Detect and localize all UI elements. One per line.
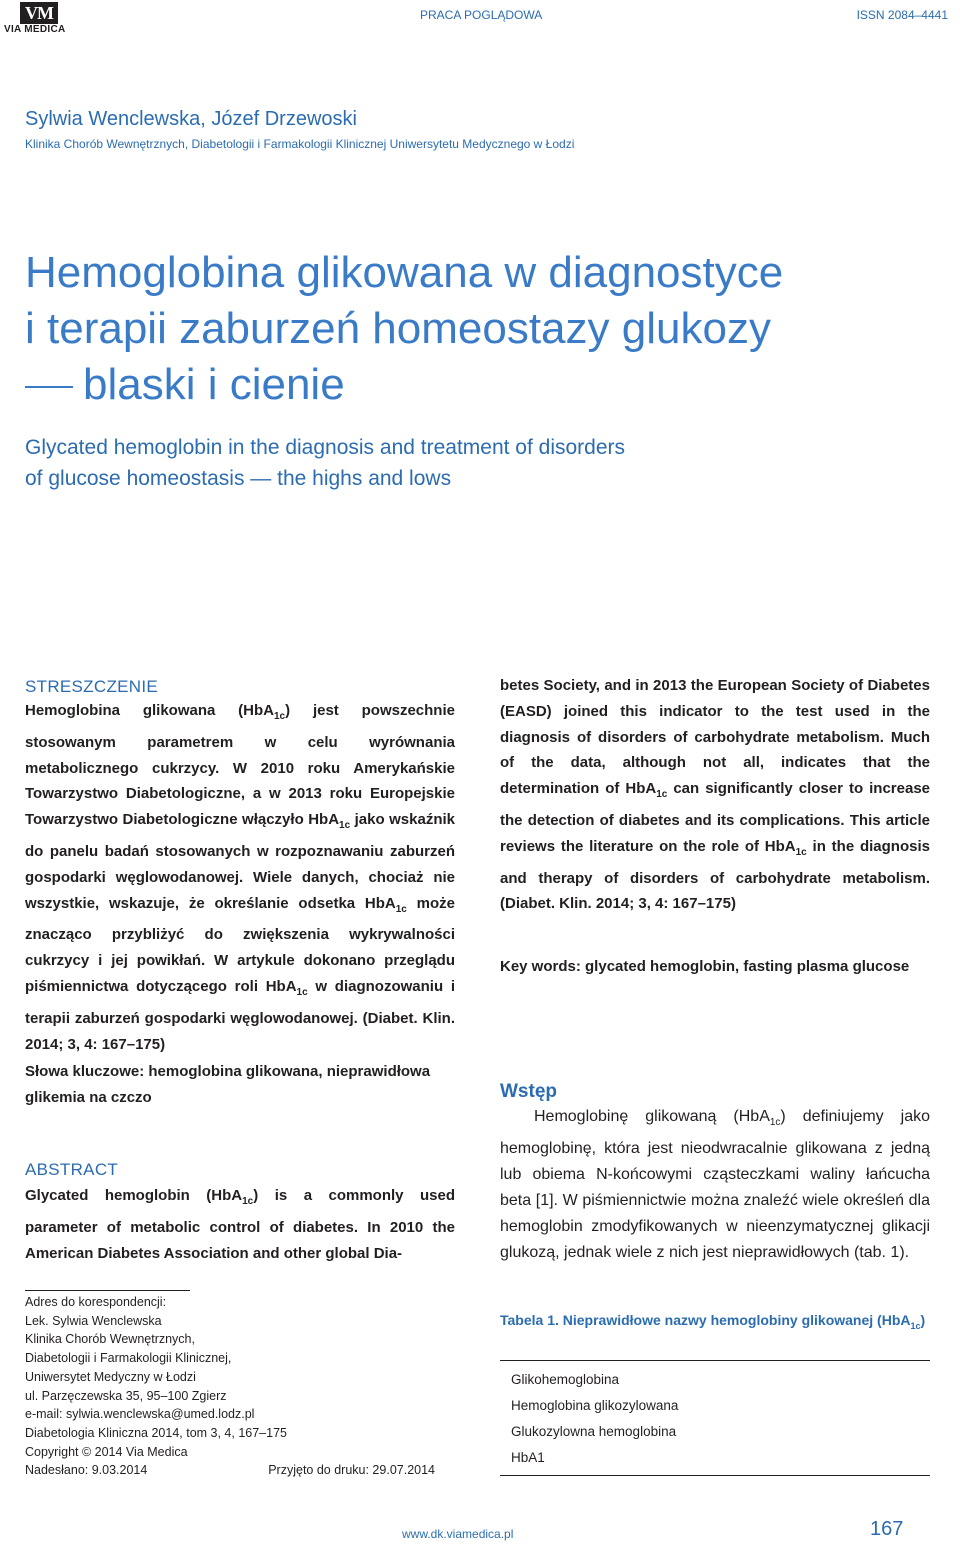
title-line-3-text: blaski i cienie — [83, 360, 345, 409]
journal-url[interactable]: www.dk.viamedica.pl — [402, 1527, 514, 1541]
title-line-2: i terapii zaburzeń homeostazy glukozy — [25, 304, 771, 353]
footnote-rule — [25, 1290, 190, 1291]
english-title — [25, 432, 625, 494]
key-words: Key words: glycated hemoglobin, fasting plasma glucose — [500, 958, 910, 975]
corr-email: e-mail: sylwia.wenclewska@umed.lodz.pl — [25, 1407, 255, 1422]
streszczenie-heading: STRESZCZENIE — [25, 677, 159, 696]
abstract-heading: ABSTRACT — [25, 1160, 119, 1179]
publisher-logo — [4, 2, 74, 36]
table-row: Glikohemoglobina — [511, 1372, 620, 1387]
subtitle-line-1: Glycated hemoglobin in the diagnosis and treatment of disorders — [25, 436, 626, 459]
title-line-1: Hemoglobina glikowana w diagnostyce — [25, 248, 784, 297]
streszczenie-text: Hemoglobina glikowana (HbA$_{1c}$) jest powszechnie stosowanym parametrem w celu wyrównania metabolicznego cukrzycy. W 2010 roku Amerykańskie Towarzystwo Diabetologiczne, a w 2013 roku Europejskie Towarzystwo Diabetologiczne włączyło HbA$_{1c}$ jako wskaźnik do panelu badań stosowanych w rozpoznawaniu zaburzeń gospodarki węglowodanowej. Wiele danych, chociaż nie wszystkie, wskazuje, że określanie odsetka HbA$_{1c}$ może znacząco przybliżyć do zwiększenia wykrywalności cukrzycy i jej powikłań. W artykule dokonano przeglądu piśmiennictwa dotyczącego roli HbA$_{1c}$ w diagnozowaniu i terapii zaburzeń gospodarki węglowodanowej. (Diabet. Klin. 2014; 3, 4: 167–175) — [25, 702, 456, 1053]
received-date: Nadesłano: 9.03.2014 — [25, 1463, 148, 1478]
corr-line: Adres do korespondencji: — [25, 1295, 167, 1309]
corr-line: Diabetologii i Farmakologii Klinicznej, — [25, 1351, 232, 1366]
table-row: Hemoglobina glikozylowana — [511, 1398, 679, 1413]
wstep-heading: Wstęp — [500, 1081, 557, 1102]
logo-text: VIA MEDICA — [4, 24, 66, 35]
corr-line: Uniwersytet Medyczny w Łodzi — [25, 1369, 196, 1384]
abstract-text-left: Glycated hemoglobin (HbA$_{1c}$) is a commonly used parameter of metabolic control of diabetes. In 2010 the American Diabetes Association and other global Dia- — [25, 1187, 455, 1262]
corr-line: ul. Parzęczewska 35, 95–100 Zgierz — [25, 1388, 227, 1403]
logo-mark: VM — [20, 2, 58, 24]
correspondence-box — [25, 1290, 455, 1480]
slowa-kluczowe: Słowa kluczowe: hemoglobina glikowana, nieprawidłowa glikemia na czczo — [25, 1063, 431, 1106]
table-row: HbA1 — [511, 1450, 545, 1465]
table-row: Glukozylowna hemoglobina — [511, 1424, 677, 1439]
wstep-text: Hemoglobinę glikowaną (HbA$_{1c}$) definiujemy jako hemoglobinę, która jest nieodwracalnie glikowana z jedną lub obiema N-końcowymi cząsteczkami waliny łańcucha beta [1]. W piśmiennictwie można znaleźć wiele określeń dla hemoglobin zmodyfikowanych w nieenzymatycznej glikacji glukozą, jednak wiele z nich jest nieprawidłowych (tab. 1). — [500, 1108, 930, 1262]
title-line-3 — [25, 357, 783, 413]
table-1 — [500, 1360, 930, 1476]
abstract-text-right: betes Society, and in 2013 the European Society of Diabetes (EASD) joined this indicator to the test used in the diagnosis of disorders of carbohydrate metabolism. Much of the data, although not all, indicates that the determination of HbA$_{1c}$ can significantly closer to increase the detection of diabetes and its complications. This article reviews the literature on the role of HbA$_{1c}$ in the diagnosis and therapy of disorders of carbohydrate metabolism. (Diabet. Klin. 2014; 3, 4: 167–175) — [500, 677, 931, 913]
corr-line: Copyright © 2014 Via Medica — [25, 1444, 188, 1459]
authors: Sylwia Wenclewska, Józef Drzewoski — [25, 108, 357, 130]
table-caption: Tabela 1. Nieprawidłowe nazwy hemoglobiny glikowanej (HbA$_{1c}$) — [500, 1312, 926, 1331]
dates-row — [25, 1461, 435, 1480]
corr-line: Lek. Sylwia Wenclewska — [25, 1313, 162, 1328]
corr-line: Diabetologia Kliniczna 2014, tom 3, 4, 167–175 — [25, 1425, 287, 1440]
title-dash — [25, 386, 73, 388]
subtitle-line-2: of glucose homeostasis — the highs and lows — [25, 467, 452, 490]
article-title — [25, 245, 783, 413]
article-category: PRACA POGLĄDOWA — [420, 8, 543, 22]
affiliation: Klinika Chorób Wewnętrznych, Diabetologii i Farmakologii Klinicznej Uniwersytetu Medycznego w Łodzi — [25, 137, 575, 151]
issn: ISSN 2084–4441 — [856, 8, 948, 22]
page-number: 167 — [870, 1518, 904, 1540]
accepted-date: Przyjęto do druku: 29.07.2014 — [268, 1463, 435, 1478]
corr-line: Klinika Chorób Wewnętrznych, — [25, 1332, 195, 1347]
